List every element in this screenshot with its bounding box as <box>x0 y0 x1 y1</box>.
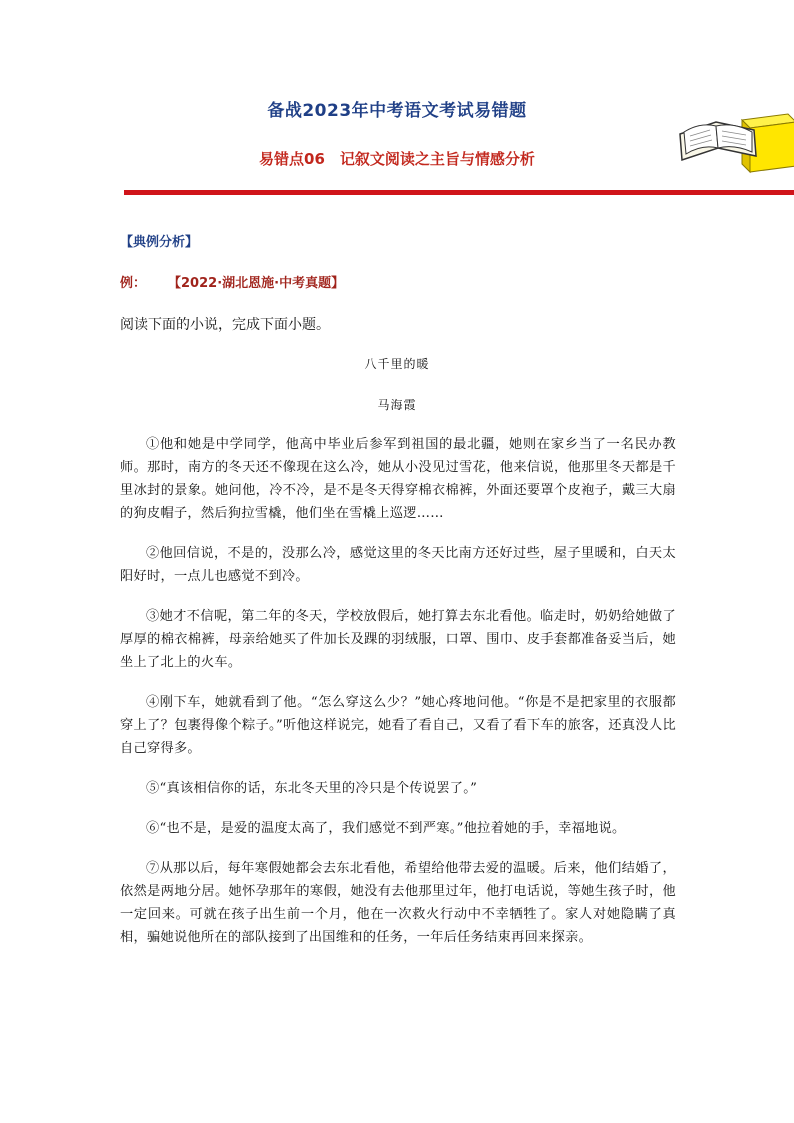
header-divider <box>124 190 794 195</box>
paragraph-4: ④刚下车，她就看到了他。“怎么穿这么少？”她心疼地问他。“你是不是把家里的衣服都穿上了？包裹得像个粽子。”听他这样说完，她看了看自己，又看了看下车的旅客，还真没人比自己穿得多。 <box>120 695 676 756</box>
story-author: 马海霞 <box>377 398 417 412</box>
sub-title: 易错点06 记叙文阅读之主旨与情感分析 <box>259 150 535 168</box>
paragraph-5: ⑤“真该相信你的话，东北冬天里的冷只是个传说罢了。” <box>146 781 478 796</box>
paragraph-1: ①他和她是中学同学，他高中毕业后参军到祖国的最北疆，她则在家乡当了一名民办教师。那时，南方的冬天还不像现在这么冷，她从小没见过雪花，他来信说，他那里冬天都是千里冰封的景象。她问他，冷不冷，是不是冬天得穿棉衣棉裤，外面还要罩个皮袍子，戴三大扇的狗皮帽子，然后狗拉雪橇，他们坐在雪橇上巡逻…… <box>120 437 676 521</box>
paragraph-7: ⑦从那以后，每年寒假她都会去东北看他，希望给他带去爱的温暖。后来，他们结婚了，依然是两地分居。她怀孕那年的寒假，她没有去他那里过年，他打电话说，等她生孩子时，他一定回来。可就在孩子出生前一个月，他在一次救火行动中不幸牺牲了。家人对她隐瞒了真相，骗她说他所在的部队接到了出国维和的任务，一年后任务结束再回来探亲。 <box>120 861 676 945</box>
main-title: 备战2023年中考语文考试易错题 <box>267 101 527 121</box>
story-body <box>120 433 676 966</box>
section-label: 【典例分析】 <box>120 235 199 250</box>
paragraph-2: ②他回信说，不是的，没那么冷，感觉这里的冬天比南方还好过些，屋子里暖和，白天太阳好时，一点儿也感觉不到冷。 <box>120 546 676 584</box>
instruction-text: 阅读下面的小说，完成下面小题。 <box>120 317 330 333</box>
example-prefix: 例： <box>120 276 147 291</box>
paragraph-6: ⑥“也不是，是爱的温度太高了，我们感觉不到严寒。”他拉着她的手，幸福地说。 <box>146 821 626 836</box>
paragraph-3: ③她才不信呢，第二年的冬天，学校放假后，她打算去东北看他。临走时，奶奶给她做了厚厚的棉衣棉裤，母亲给她买了件加长及踝的羽绒服，口罩、围巾、皮手套都准备妥当后，她坐上了北上的火车。 <box>120 609 676 670</box>
example-source: 【2022·湖北恩施·中考真题】 <box>168 276 345 291</box>
story-title: 八千里的暖 <box>364 357 430 371</box>
example-heading <box>120 272 344 291</box>
